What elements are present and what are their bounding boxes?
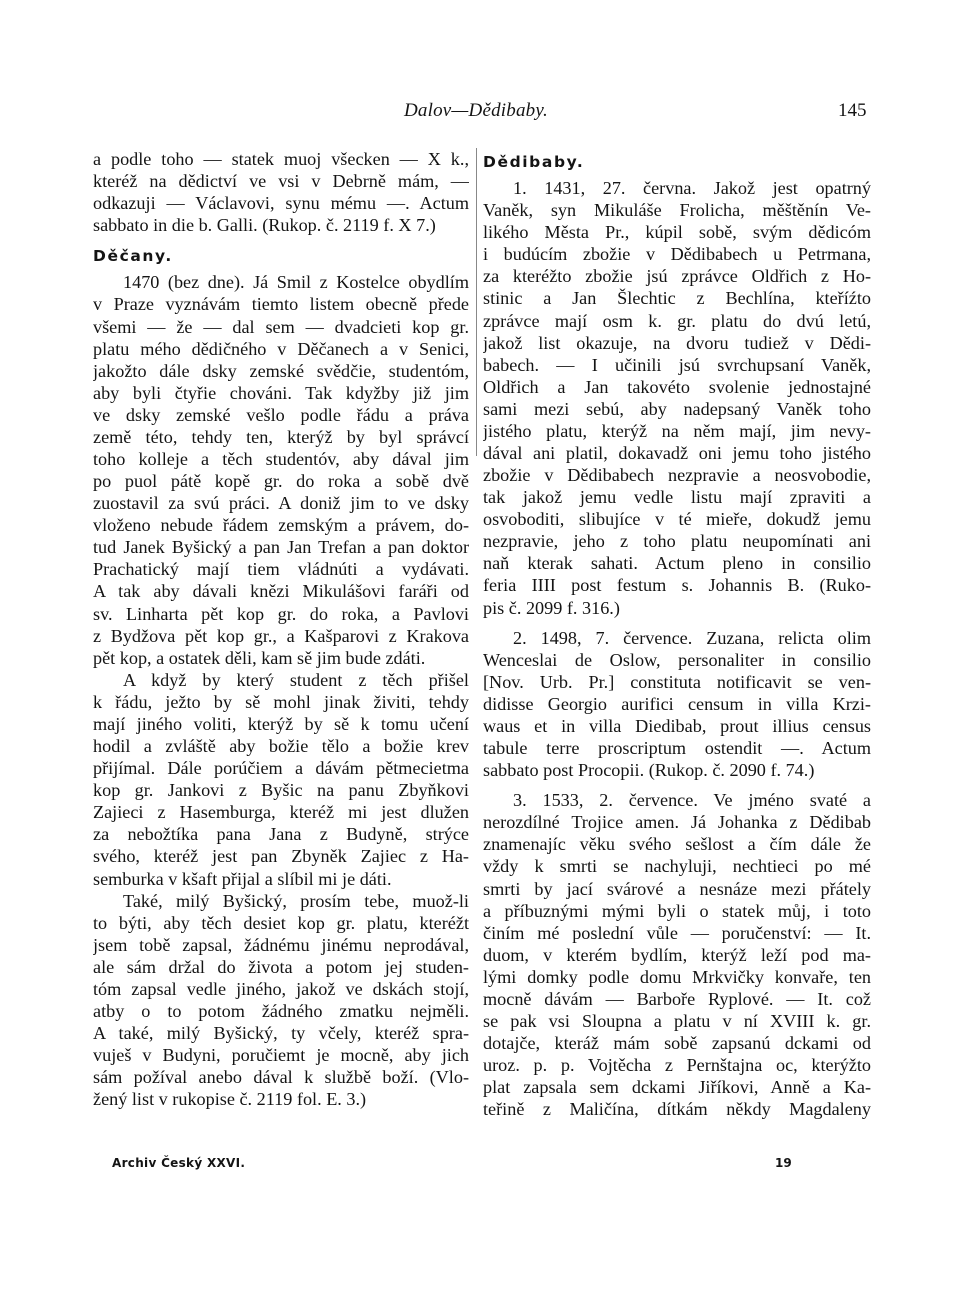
text-line: nerozdílné Trojice amen. Já Johanka z Dědibab — [483, 812, 871, 833]
text-line: smrti by jací svárové a nesnáze mezi přátely — [483, 878, 871, 899]
paragraph-dalov-end — [93, 148, 469, 236]
text-line: 1470 (bez dne). Já Smil z Kostelce obydlím — [123, 272, 469, 293]
text-line: a podle toho — statek muoj všecken — X k., — [93, 149, 469, 169]
text-line: svého, kteréž jest pan Zbyněk Zajiec z Ha- — [93, 846, 469, 867]
text-line: zbožie v Dědibabech nezpravie a neosvobodie, — [483, 465, 871, 486]
text-line: Vaněk, syn Mikuláše Frolicha, měštěnín Ve- — [483, 200, 871, 221]
text-line: [Nov. Urb. Pr.] constituta notificavit se ven- — [483, 671, 871, 692]
section-heading-decany: Děčany. — [93, 247, 173, 266]
paragraph-decany-bysicky — [93, 890, 469, 1111]
text-line: jakož list okazuje, na dvoru tudiež v Dědi- — [483, 332, 871, 353]
footer-signature: Archiv Český XXVI. — [112, 1156, 246, 1170]
text-line: jsem tobě zapsal, žádnému jinému neprodával, — [93, 934, 469, 955]
text-line: hodil a zvláště aby božie tělo a božie krev — [93, 736, 469, 757]
text-line: uroz. p. p. Vojtěcha z Pernštajna oc, kterýžto — [483, 1055, 871, 1076]
paragraph-decany-students — [93, 669, 469, 890]
text-line: platu mého dědičného v Děčanech a v Senici, — [93, 338, 469, 359]
text-line: feria IIII post festum s. Johannis B. (Ruko- — [483, 575, 871, 596]
text-line: k řádu, ježto by sě mohl jinak živiti, tehdy — [93, 691, 469, 712]
text-line: činím mé poslední vůle — poručenství: — It. — [483, 922, 871, 943]
text-line: odkazuji — Václavovi, synu mému —. Actum — [93, 193, 469, 214]
text-line: dával ani platil, dokavadž oni jemu toho jistého — [483, 443, 871, 464]
text-line: sám požíval anebo dával k službě boží. (Vlo- — [93, 1067, 469, 1088]
text-line: Zajieci z Hasemburga, kteréž mi jest dlužen — [93, 802, 469, 823]
section-heading-dedibaby: Dědibaby. — [483, 153, 585, 171]
text-line: semburka v kšaft přijal a slíbil mi je dáti. — [93, 868, 392, 889]
text-line: 1. 1431, 27. června. Jakož jest opatrný — [513, 178, 871, 199]
text-line: všemi — že — dal sem — dvadcieti kop gr. — [93, 316, 469, 337]
text-line: tóm zapsal vedle jiného, jakož ve dskách stojí, — [93, 978, 469, 999]
text-line: i budúcím zbožie v Dědibabech u Petrmana, — [483, 244, 871, 265]
text-line: ale sám držal do života a potom jej studen- — [93, 956, 469, 977]
text-line: tud Janek Byšický a pan Jan Trefan a pan doktor — [93, 537, 469, 558]
text-line: vloženo nebude řádem zemským a právem, do- — [93, 515, 469, 536]
paragraph-decany-1470 — [93, 271, 469, 668]
text-line: kteréž na dědictví ve vsi v Debrně mám, — — [93, 171, 469, 192]
text-line: lými domky podle domu Mrkvičky konvaře, ten — [483, 966, 871, 987]
text-line: Oldřich a Jan takovéto svolenie jednostajné — [483, 376, 871, 397]
entry-1533 — [483, 789, 871, 1120]
text-line: atby o to potom žádného zmatku nejměli. — [93, 1000, 469, 1021]
text-line: vždy k smrti se nachyluji, nechtieci po mé — [483, 856, 871, 877]
text-line: sabbato in die b. Galli. (Rukop. č. 2119 f. X 7.) — [93, 215, 436, 236]
text-line: tabule terre proscriptum ostendit —. Actum — [483, 738, 871, 759]
text-line: v Praze vyznávám tiemto listem obecně přede — [93, 294, 469, 315]
right-column — [483, 148, 871, 1120]
text-line: likého Města Pr., kúpil sobě, svým dědicóm — [483, 222, 871, 243]
text-line: mocně dávám — Barboře Ryplové. — It. což — [483, 988, 871, 1009]
text-line: waus et in villa Diedibab, prout illius census — [483, 715, 871, 736]
text-line: pět kop, a ostatek děli, kam sě jim bude zdáti. — [93, 647, 426, 668]
text-line: nezpravie, jeho z toho platu neupomínati ani — [483, 531, 871, 552]
text-line: po puol pátě kopě gr. do roka a sobě dvě — [93, 471, 469, 492]
text-line: sami mezi sebú, aby nadepsaný Vaněk toho — [483, 398, 871, 419]
entry-gap — [483, 619, 871, 627]
text-line: znamenajíc věku svého sešlost a čím dále že — [483, 834, 871, 855]
text-line: a příbuznými mými byli o statek můj, i toto — [483, 900, 871, 921]
text-line: didisse Georgio aurifici censum in villa Krzi- — [483, 693, 871, 714]
text-line: 3. 1533, 2. července. Ve jméno svaté a — [513, 790, 871, 811]
text-line: mají jiného voliti, kterýž by sě k tomu učení — [93, 713, 469, 734]
text-line: A také, milý Byšický, ty včely, kteréž spra- — [93, 1023, 469, 1044]
left-column — [93, 148, 469, 1110]
text-line: ve dsky zemské vešlo podle řádu a práva — [93, 404, 469, 425]
page-number: 145 — [838, 100, 867, 121]
text-line: to býti, aby těch desiet kop gr. platu, kteréžt — [93, 912, 469, 933]
column-divider — [476, 148, 477, 456]
text-line: kop gr. Jankovi z Byšic na panu Zbyňkovi — [93, 780, 469, 801]
text-line: jakožto dále dsky zemské svědčie, studentóm, — [93, 360, 469, 381]
running-head — [0, 100, 960, 130]
entry-1431 — [483, 177, 871, 619]
text-line: 2. 1498, 7. července. Zuzana, relicta olim — [513, 627, 871, 648]
text-line: země této, tehdy ten, kterýž by byl správcí — [93, 426, 469, 447]
footer-sheet-number: 19 — [775, 1156, 792, 1170]
text-line: Wenceslai de Oslow, personaliter in consilio — [483, 649, 871, 670]
text-line: za kteréžto zbožie jsú zprávce Oldřich z Ho- — [483, 266, 871, 287]
entry-1498 — [483, 627, 871, 782]
text-line: přijímal. Dále porúčiem a dávám pětmecietma — [93, 758, 469, 779]
running-title: Dalov—Dědibaby. — [404, 100, 548, 121]
text-line: Také, milý Byšický, prosím tebe, muož-li — [123, 890, 469, 911]
text-line: z Bydžova pět kop gr., a Kašparovi z Krakova — [93, 625, 469, 646]
text-line: plat zapsala sem dckami Jiříkovi, Anně a Ka- — [483, 1077, 871, 1098]
text-line: naň kterak sahati. Actum pleno in consilio — [483, 553, 871, 574]
text-line: sabbato post Procopii. (Rukop. č. 2090 f. 74.) — [483, 760, 815, 781]
text-line: se pak vsi Sloupna a platu v ní XVIII k. gr. — [483, 1010, 871, 1031]
text-line: duom, v kterém bydlím, kterýž leží pod ma- — [483, 944, 871, 965]
text-line: aby byli čtyřie chováni. Tak kdyžby již jim — [93, 382, 469, 403]
text-line: jistého platu, kterýž na něm mají, jim nevy- — [483, 420, 871, 441]
text-line: vuješ v Budyni, poručiemt je mocně, aby jich — [93, 1045, 469, 1066]
text-line: teřině z Maličína, dítkám někdy Magdaleny — [483, 1099, 871, 1120]
text-line: pis č. 2099 f. 316.) — [483, 597, 620, 618]
text-line: A když by který student z těch přišel — [123, 669, 469, 690]
text-line: žený list v rukopise č. 2119 fol. E. 3.) — [93, 1089, 367, 1110]
text-line: stinic a Jan Šlechtic z Bechlína, kteříźto — [483, 288, 871, 309]
text-line: osvoboditi, slibujíce v té mieře, dokudž jemu — [483, 509, 871, 530]
text-line: za nebožtíka pana Jana z Budyně, strýce — [93, 824, 469, 845]
text-line: zuostavil za svú práci. A doniž jim to ve dsky — [93, 493, 469, 514]
text-line: sv. Linharta pět kop gr. do roka, a Pavlovi — [93, 603, 469, 624]
entry-gap — [483, 781, 871, 789]
text-line: babech. — I učinili jsú svrchupsaní Vaněk, — [483, 354, 871, 375]
text-line: toho kolleje a těch studentóv, aby dával jim — [93, 449, 469, 470]
text-line: tak jakož jemu vedle listu mají zpraviti a — [483, 487, 871, 508]
text-line: dotajče, kteráž mám sobě zapsanú dckami od — [483, 1033, 871, 1054]
text-line: A tak aby dávali knězi Mikulášovi faráři od — [93, 581, 469, 602]
text-line: zprávce mají osm k. gr. platu do dvú letú, — [483, 310, 871, 331]
text-line: Prachatický mají tiem vládnúti a vydávati. — [93, 559, 469, 580]
